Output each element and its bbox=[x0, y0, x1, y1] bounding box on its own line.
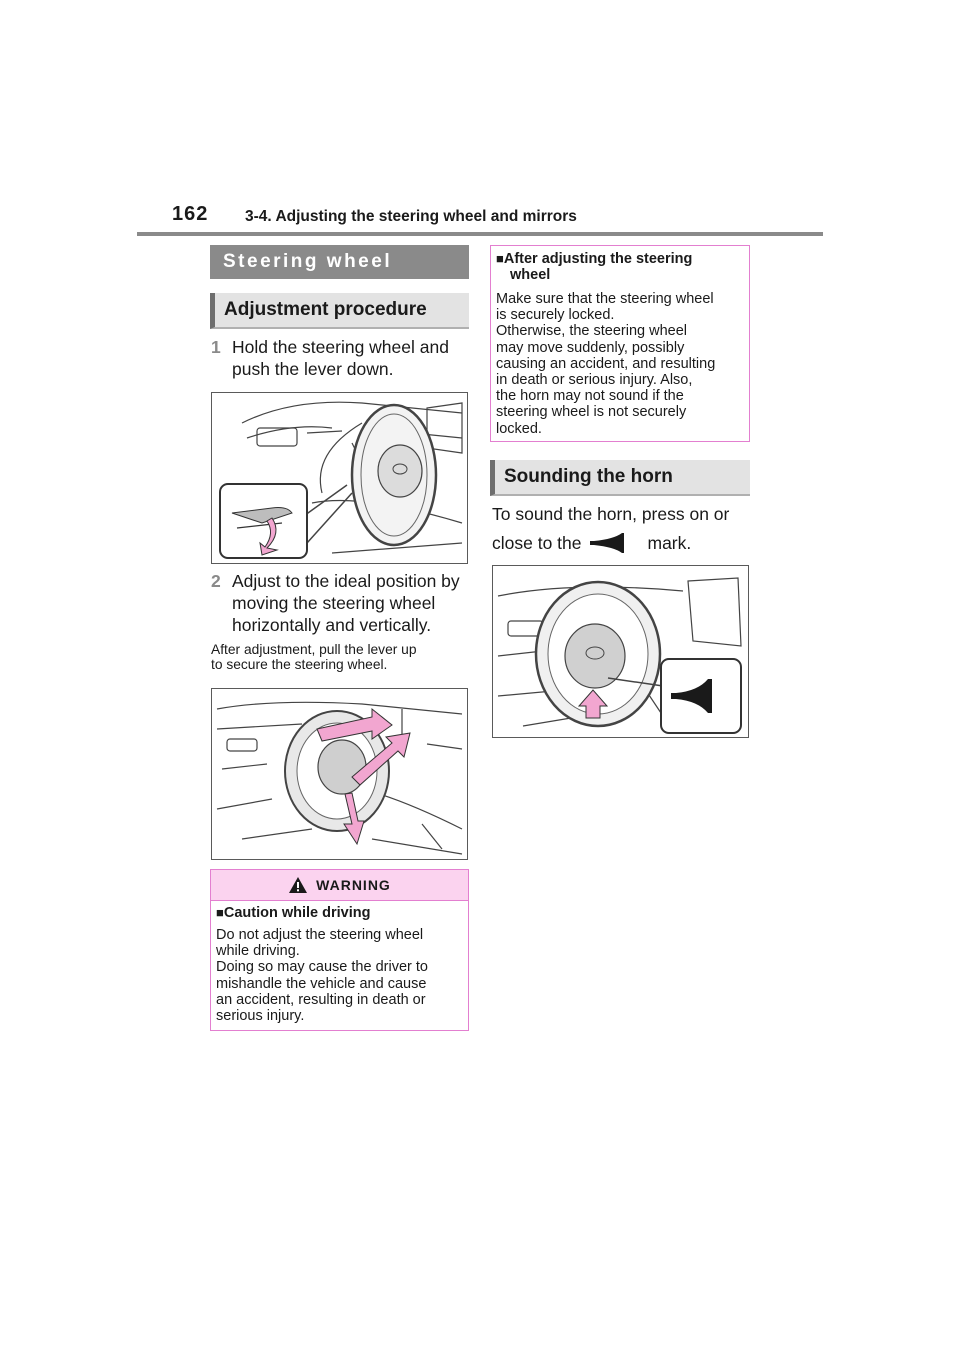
horn-line-2: close to the mark. bbox=[492, 533, 692, 553]
bullet-icon: ■ bbox=[216, 905, 224, 920]
warning-header bbox=[211, 870, 468, 901]
header-rule bbox=[137, 232, 823, 236]
figure-horn-press bbox=[492, 565, 749, 738]
horn-instructions bbox=[492, 503, 752, 554]
after-adjusting-text: Make sure that the steering wheel is securely locked. Otherwise, the steering wheel may move suddenly, possibly causing an accident, and resulting in death or serious injury. Also, the horn may not sound if the steering wheel is not securely locked. bbox=[496, 291, 716, 437]
warning-text: Do not adjust the steering wheel while driving. Doing so may cause the driver to mishandle the vehicle and cause an accident, resulting in death or serious injury. bbox=[216, 927, 428, 1025]
figure-adjust-position bbox=[211, 688, 468, 860]
section-steering-wheel bbox=[210, 245, 469, 279]
section-steering-wheel-label: Steering wheel bbox=[223, 251, 393, 272]
horn-line-1: To sound the horn, press on or bbox=[492, 504, 730, 524]
after-adjusting-box bbox=[490, 245, 750, 442]
adjustment-note bbox=[211, 642, 469, 672]
section-title: 3-4. Adjusting the steering wheel and mirrors bbox=[245, 208, 577, 225]
step-1-number: 1 bbox=[211, 337, 221, 357]
step-1-line-2: push the lever down. bbox=[232, 359, 394, 379]
bullet-icon: ■ bbox=[496, 251, 504, 266]
subsection-adjustment-procedure bbox=[210, 293, 469, 329]
step-2 bbox=[211, 570, 469, 636]
warning-heading: ■Caution while driving bbox=[216, 905, 371, 921]
horn-icon bbox=[586, 532, 642, 554]
warning-label: WARNING bbox=[316, 877, 391, 893]
after-adjusting-heading: ■After adjusting the steering wheel bbox=[496, 251, 693, 283]
page-number: 162 bbox=[172, 203, 209, 225]
warning-box bbox=[210, 869, 469, 1031]
figure-push-lever-down bbox=[211, 392, 468, 564]
step-2-number: 2 bbox=[211, 571, 221, 591]
subsection-horn-label: Sounding the horn bbox=[504, 466, 673, 487]
note-line-1: After adjustment, pull the lever up bbox=[211, 642, 417, 657]
step-2-line-1: Adjust to the ideal position by bbox=[232, 571, 460, 591]
step-2-line-2: moving the steering wheel bbox=[232, 593, 436, 613]
subsection-sounding-horn bbox=[490, 460, 750, 496]
note-line-2: to secure the steering wheel. bbox=[211, 657, 388, 672]
step-1 bbox=[211, 336, 469, 380]
step-1-line-1: Hold the steering wheel and bbox=[232, 337, 449, 357]
step-2-line-3: horizontally and vertically. bbox=[232, 615, 432, 635]
warning-triangle-icon bbox=[288, 876, 308, 894]
subsection-adjustment-label: Adjustment procedure bbox=[224, 299, 427, 320]
